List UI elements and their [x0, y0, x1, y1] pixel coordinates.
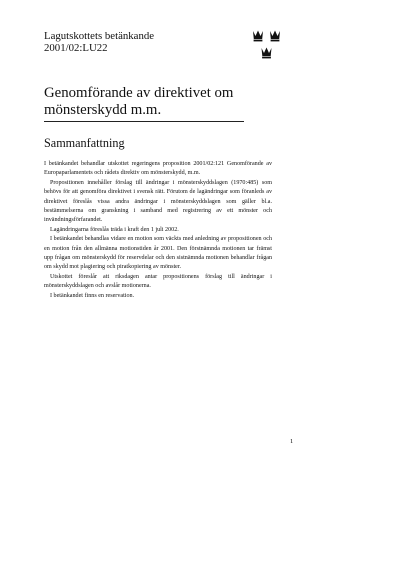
- summary-paragraph: I betänkandet behandlar utskottet regeringens proposition 2001/02:121 Genomförande av Europaparlamentets och rådets direktiv om mönsterskydd, m.m.: [44, 161, 272, 177]
- crown-icon: [253, 31, 263, 42]
- summary-heading: Sammanfattning: [44, 136, 125, 150]
- summary-paragraph: Utskottet föreslår att riksdagen antar propositionens förslag till ändringar i mönsterskyddslagen och avslår motionerna.: [44, 273, 272, 290]
- document-title: [44, 85, 254, 119]
- summary-paragraph: I betänkandet behandlas vidare en motion som väckts med anledning av propositionen och en motion från den allmänna motionstiden år 2001. Den förstnämnda motionen tar främst upp frågan om mönsterskydd för reservdelar och den sistnämnda motionen behandlar frågan om skydd mot plagiering och piratkopiering av mönster.: [44, 236, 272, 271]
- three-crowns-icon: [252, 28, 288, 62]
- report-type: Lagutskottets betänkande: [44, 30, 155, 42]
- summary-paragraph: Lagändringarna föreslås träda i kraft den 1 juli 2002.: [50, 226, 179, 233]
- summary-paragraph: Propositionen innehåller förslag till ändringar i mönsterskyddslagen (1970:485) som behövs för att genomföra direktivet i svensk rätt. Förutom de lagändringar som föranleds av direktivet föreslås vissa andra ändringar i mönsterskyddslagen som gäller bl.a. bestämmelserna om granskning i samband med registrering av ett mönster och invändningsförfarandet.: [44, 179, 272, 224]
- crown-icon: [270, 31, 280, 42]
- report-header: [44, 30, 154, 54]
- summary-paragraph: I betänkandet finns en reservation.: [50, 292, 135, 299]
- title-line-2: mönsterskydd m.m.: [44, 102, 162, 118]
- summary-body: [44, 160, 272, 301]
- title-divider: [44, 121, 244, 122]
- title-line-1: Genomförande av direktivet om: [44, 85, 234, 101]
- page-number: 1: [290, 438, 294, 445]
- report-number: 2001/02:LU22: [44, 42, 108, 54]
- crown-icon: [262, 48, 272, 59]
